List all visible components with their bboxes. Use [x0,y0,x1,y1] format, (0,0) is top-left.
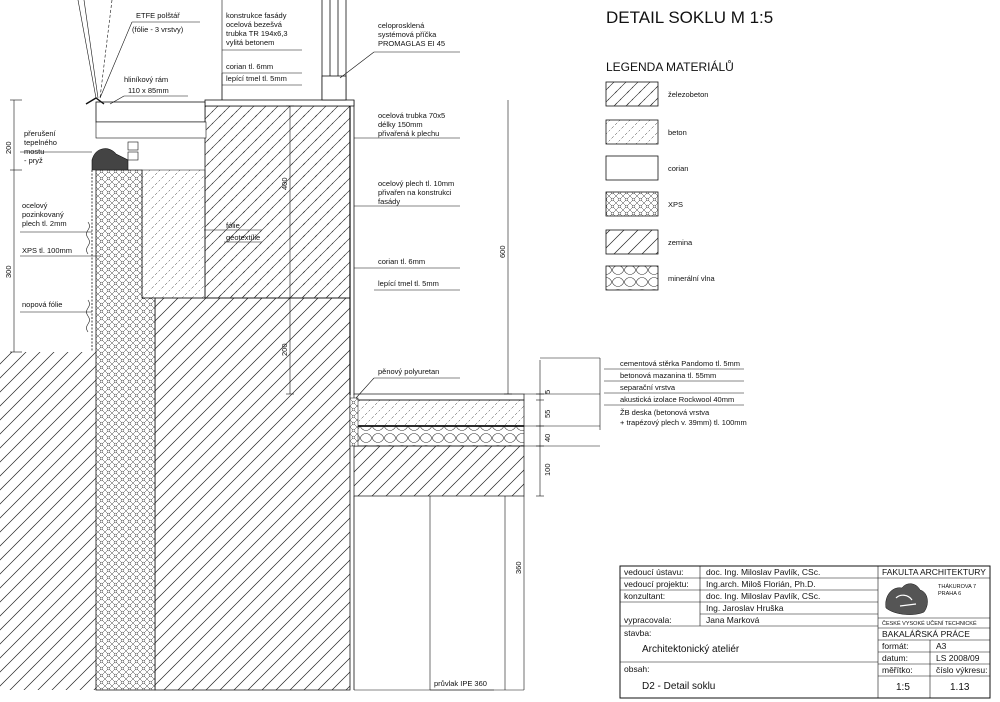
ann-thermal-break: přerušení [24,129,56,138]
floor-layer: cementová stěrka Pandomo tl. 5mm [620,359,741,368]
ann-beam: průvlak IPE 360 [434,679,487,688]
svg-text:datum:: datum: [882,653,908,663]
tb-format: A3 [936,641,947,651]
svg-text:tepelného: tepelného [24,138,57,147]
tb-vedouci-ustavu: doc. Ing. Miloslav Pavlík, CSc. [706,567,821,577]
ann-facade: konstrukce fasády [226,11,287,20]
tb-konzultant-1: doc. Ing. Miloslav Pavlík, CSc. [706,591,821,601]
dim-55: 55 [543,409,552,418]
dim-300: 300 [4,265,13,278]
ann-etfe: ETFE polštář [136,11,180,20]
legend-item: beton [668,128,687,137]
ann-corian-mid: corian tl. 6mm [378,257,426,266]
ann-geotex: geotextílie [226,233,261,242]
svg-text:stavba:: stavba: [624,628,652,638]
svg-text:systémová příčka: systémová příčka [378,30,437,39]
ann-galv-plate: ocelový [22,201,48,210]
svg-text:měřítko:: měřítko: [882,665,913,675]
legend-item: XPS [668,200,684,209]
tb-konzultant-2: Ing. Jaroslav Hruška [706,603,784,613]
foundation-wall [155,298,350,690]
floor-layer: akustická izolace Rockwool 40mm [620,395,735,404]
svg-text:vedoucí ústavu:: vedoucí ústavu: [624,567,684,577]
floor-layer: betonová mazanina tl. 55mm [620,371,717,380]
tb-vedouci-projektu: Ing.arch. Miloš Florián, Ph.D. [706,579,816,589]
beton-fill [142,170,205,298]
dim-5: 5 [543,389,552,394]
tb-cvut: ČESKÉ VYSOKÉ UČENÍ TECHNICKÉ [882,621,977,627]
dim-360: 360 [514,561,523,574]
svg-text:110 x 85mm: 110 x 85mm [128,86,169,95]
soil-area [0,352,96,690]
drawing-title: DETAIL SOKLU M 1:5 [606,8,774,27]
floor-layers-list [600,358,747,430]
material-legend [606,59,734,290]
floor-mazanina [354,400,524,426]
svg-text:ocelová bezešvá: ocelová bezešvá [226,20,282,29]
svg-text:pozinkovaný: pozinkovaný [22,210,64,219]
ann-partition: celoprosklená [378,21,425,30]
floor-layer: separační vrstva [620,383,676,392]
tb-prace: BAKALÁŘSKÁ PRÁCE [882,629,970,639]
svg-text:- pryž: - pryž [24,156,43,165]
tb-stavba: Architektonický ateliér [642,644,740,655]
dim-600: 600 [498,245,507,258]
svg-text:přivařen na konstrukci: přivařen na konstrukci [378,188,452,197]
dim-100: 100 [543,463,552,476]
svg-text:číslo výkresu:: číslo výkresu: [936,665,988,675]
legend-item: corian [668,164,689,173]
svg-text:mostu: mostu [24,147,45,156]
ann-folie: fólie [226,221,240,230]
tb-datum: LS 2008/09 [936,653,980,663]
tb-obsah: D2 - Detail soklu [642,681,716,692]
svg-text:fasády: fasády [378,197,401,206]
svg-text:délky 150mm: délky 150mm [378,120,423,129]
ann-tube: ocelová trubka 70x5 [378,111,446,120]
ann-plate: ocelový plech tl. 10mm [378,179,455,188]
ann-xps: XPS tl. 100mm [22,246,73,255]
dim-400: 400 [280,177,289,190]
ann-frame: hliníkový rám [124,75,169,84]
svg-text:(fólie - 3 vrstvy): (fólie - 3 vrstvy) [132,25,184,34]
tb-address-2: PRAHA 6 [938,591,962,597]
svg-text:trubka TR 194x6,3: trubka TR 194x6,3 [226,29,288,38]
dim-200-mid: 200 [280,343,289,356]
floor-acoustic [354,426,524,446]
tb-cislo: 1.13 [950,682,970,693]
svg-text:konzultant:: konzultant: [624,591,666,601]
tb-fakulta: FAKULTA ARCHITEKTURY [882,567,986,577]
floor-slab [354,446,524,496]
title-block [620,566,990,698]
tb-address-1: THÁKUROVA 7 [938,584,977,590]
svg-text:formát:: formát: [882,641,909,651]
ann-nopova: nopová fólie [22,300,63,309]
svg-text:vypracovala:: vypracovala: [624,615,672,625]
legend-item: zemina [668,238,693,247]
floor-layer: + trapézový plech v. 39mm) tl. 100mm [620,418,747,427]
plinth-block [205,106,350,298]
svg-text:přivařená k plechu: přivařená k plechu [378,129,440,138]
legend-title: LEGENDA MATERIÁLŮ [606,60,734,74]
svg-text:obsah:: obsah: [624,664,650,674]
ann-corian-top: corian tl. 6mm [226,62,274,71]
legend-item: železobeton [668,90,709,99]
svg-text:vedoucí projektu:: vedoucí projektu: [624,579,689,589]
tb-vypracovala: Jana Marková [706,615,760,625]
svg-text:vylitá betonem: vylitá betonem [226,38,275,47]
floor-layer: ŽB deska (betonová vrstva [620,408,710,417]
legend-item: minerální vlna [668,274,715,283]
svg-text:lepící tmel tl. 5mm: lepící tmel tl. 5mm [226,74,287,83]
svg-text:lepící tmel tl. 5mm: lepící tmel tl. 5mm [378,279,439,288]
ann-pu-foam: pěnový polyuretan [378,367,440,376]
svg-text:plech tl. 2mm: plech tl. 2mm [22,219,67,228]
dim-200-top: 200 [4,141,13,154]
dim-40: 40 [543,433,552,442]
floor-screed [354,394,524,400]
tb-meritko: 1:5 [896,682,910,693]
svg-text:PROMAGLAS EI 45: PROMAGLAS EI 45 [378,39,446,48]
